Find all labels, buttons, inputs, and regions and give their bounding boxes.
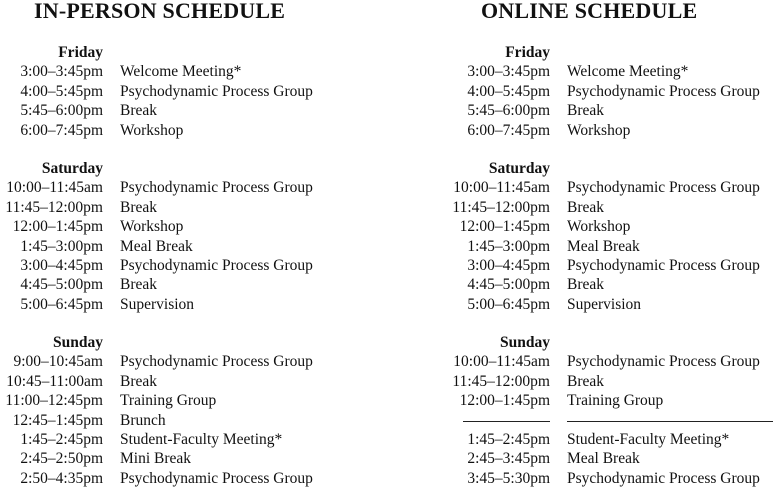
schedule-row xyxy=(0,82,340,101)
schedule-row xyxy=(0,295,340,314)
schedule-row xyxy=(447,217,776,236)
row-event: Psychodynamic Process Group xyxy=(567,353,760,371)
row-event: Meal Break xyxy=(567,450,640,468)
row-time: 10:45–11:00am xyxy=(6,372,103,390)
row-time: 12:00–1:45pm xyxy=(12,218,103,236)
schedule-row xyxy=(447,372,776,391)
row-event: Workshop xyxy=(567,121,631,139)
row-time: 12:00–1:45pm xyxy=(459,218,550,236)
row-time: 4:00–5:45pm xyxy=(467,82,550,100)
schedule-row xyxy=(0,62,340,81)
row-time: 2:45–2:50pm xyxy=(20,450,103,468)
schedule-row xyxy=(447,237,776,256)
row-time: 11:45–12:00pm xyxy=(5,198,103,216)
row-event: Break xyxy=(120,276,158,294)
schedule-row xyxy=(447,198,776,217)
row-time: 9:00–10:45am xyxy=(13,353,103,371)
row-time: 11:00–12:45pm xyxy=(5,392,103,410)
row-event: Student-Faculty Meeting* xyxy=(120,431,283,448)
row-event: Psychodynamic Process Group xyxy=(567,179,760,197)
schedule-row xyxy=(0,430,340,449)
row-event: Break xyxy=(567,102,605,120)
row-event: Psychodynamic Process Group xyxy=(120,179,313,197)
row-time: 10:00–11:45am xyxy=(453,179,550,197)
schedule-row xyxy=(0,275,340,294)
row-event: Break xyxy=(120,102,158,120)
row-time: 4:45–5:00pm xyxy=(467,276,550,294)
row-event: Psychodynamic Process Group xyxy=(120,469,313,487)
schedule-row xyxy=(0,217,340,236)
schedule-row xyxy=(0,198,340,217)
row-event: Break xyxy=(567,198,605,216)
row-time: 3:00–4:45pm xyxy=(467,257,550,274)
row-time: 4:00–5:45pm xyxy=(20,82,103,100)
row-time: 2:50–4:35pm xyxy=(20,469,103,487)
schedule-row xyxy=(0,101,340,120)
schedule-row xyxy=(0,178,340,197)
row-time: 11:45–12:00pm xyxy=(452,198,550,216)
row-time: 6:00–7:45pm xyxy=(20,121,103,139)
schedule-row xyxy=(0,449,340,468)
row-time: 5:00–6:45pm xyxy=(467,295,550,313)
schedule-row xyxy=(447,121,776,140)
row-event: Student-Faculty Meeting* xyxy=(567,431,730,448)
row-event: Workshop xyxy=(120,121,184,139)
row-event: Meal Break xyxy=(120,237,193,255)
blank-event-rule xyxy=(567,421,773,422)
row-event: Training Group xyxy=(567,392,664,410)
schedule-row xyxy=(0,411,340,430)
row-time: 5:45–6:00pm xyxy=(20,102,103,120)
schedule-row xyxy=(447,62,776,81)
schedule-row xyxy=(447,256,776,275)
blank-time-rule xyxy=(463,421,550,422)
row-event: Break xyxy=(567,276,605,294)
row-event: Supervision xyxy=(120,295,195,313)
row-event: Psychodynamic Process Group xyxy=(120,82,313,100)
row-event: Psychodynamic Process Group xyxy=(567,469,760,487)
row-time: 6:00–7:45pm xyxy=(467,121,550,139)
row-time: 5:00–6:45pm xyxy=(20,295,103,313)
row-time: 5:45–6:00pm xyxy=(467,102,550,120)
row-time: 1:45–3:00pm xyxy=(20,237,103,255)
row-event: Workshop xyxy=(120,218,184,236)
row-time: 12:45–1:45pm xyxy=(12,411,103,429)
schedule-row xyxy=(0,121,340,140)
row-time: 1:45–2:45pm xyxy=(467,431,550,448)
row-time: 12:00–1:45pm xyxy=(459,392,550,410)
schedule-row xyxy=(447,178,776,197)
schedule-row xyxy=(0,256,340,275)
row-time: 3:00–3:45pm xyxy=(467,63,550,81)
row-time: 3:00–3:45pm xyxy=(20,63,103,81)
row-event: Break xyxy=(567,372,605,390)
schedule-row xyxy=(0,469,340,488)
schedule-row xyxy=(447,101,776,120)
schedule-row xyxy=(447,469,776,488)
schedule-row xyxy=(447,391,776,410)
row-event: Meal Break xyxy=(567,237,640,255)
row-time: 1:45–2:45pm xyxy=(20,431,103,448)
online-title: ONLINE SCHEDULE xyxy=(481,0,698,23)
row-time: 10:00–11:45am xyxy=(453,353,550,371)
row-event: Break xyxy=(120,198,158,216)
day-heading-sunday: Sunday xyxy=(53,334,103,351)
schedule-row xyxy=(447,352,776,371)
row-time: 4:45–5:00pm xyxy=(20,276,103,294)
schedule-row xyxy=(447,82,776,101)
schedule-row xyxy=(0,372,340,391)
row-event: Welcome Meeting* xyxy=(120,63,242,81)
row-event: Training Group xyxy=(120,392,217,410)
day-heading-saturday: Saturday xyxy=(488,160,550,177)
row-event: Welcome Meeting* xyxy=(567,63,689,81)
day-heading-saturday: Saturday xyxy=(41,160,103,177)
row-event: Psychodynamic Process Group xyxy=(120,257,313,274)
row-event: Psychodynamic Process Group xyxy=(567,257,760,274)
row-event: Supervision xyxy=(567,295,642,313)
row-event: Psychodynamic Process Group xyxy=(120,353,313,371)
row-event: Psychodynamic Process Group xyxy=(567,82,760,100)
row-event: Break xyxy=(120,372,158,390)
schedule-row xyxy=(0,237,340,256)
row-event: Mini Break xyxy=(120,450,192,468)
row-time: 3:00–4:45pm xyxy=(20,257,103,274)
day-heading-friday: Friday xyxy=(58,44,103,61)
row-time: 11:45–12:00pm xyxy=(452,372,550,390)
schedule-row xyxy=(0,352,340,371)
schedule-row xyxy=(447,275,776,294)
schedule-row xyxy=(447,449,776,468)
schedule-row xyxy=(0,391,340,410)
inperson-title: IN-PERSON SCHEDULE xyxy=(34,0,286,23)
row-time: 10:00–11:45am xyxy=(6,179,103,197)
schedule-row xyxy=(447,295,776,314)
schedule-row xyxy=(447,430,776,449)
row-event: Workshop xyxy=(567,218,631,236)
day-heading-friday: Friday xyxy=(505,44,550,61)
row-time: 1:45–3:00pm xyxy=(467,237,550,255)
row-time: 2:45–3:45pm xyxy=(467,450,550,468)
row-event: Brunch xyxy=(120,411,166,429)
row-time: 3:45–5:30pm xyxy=(467,469,550,487)
day-heading-sunday: Sunday xyxy=(500,334,550,351)
